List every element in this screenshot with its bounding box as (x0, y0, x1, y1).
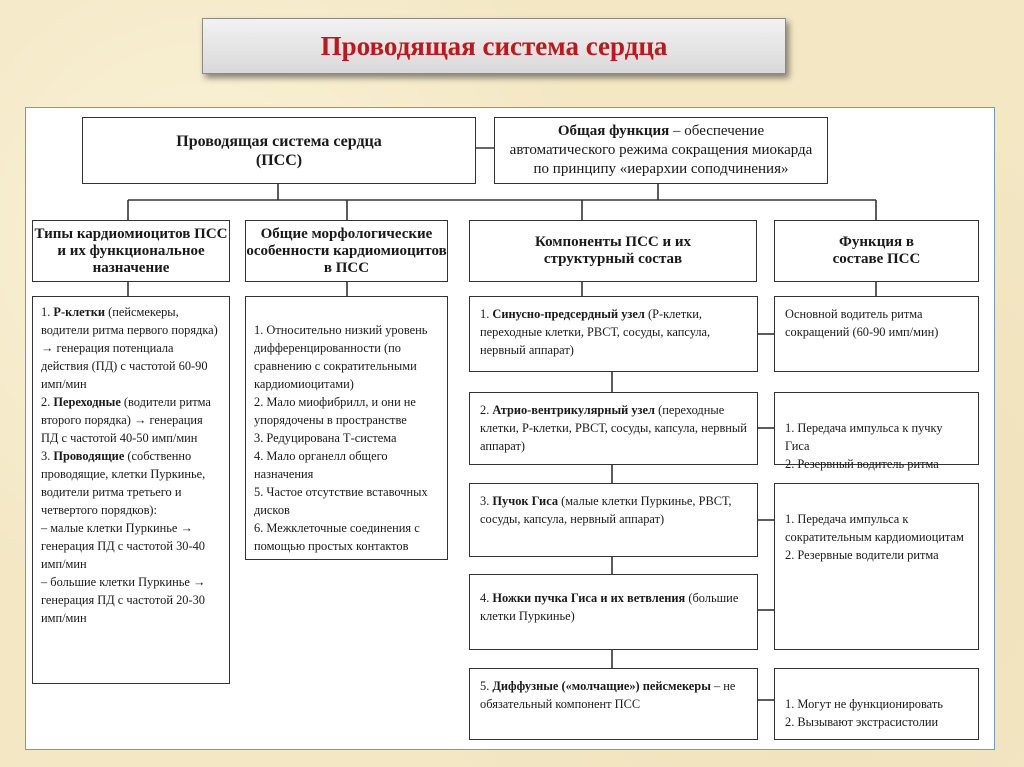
component-4-text: (большие клетки Пуркинье) (480, 591, 739, 623)
function-header-label: Функция в составе ПСС (832, 234, 921, 267)
morph-header (245, 220, 448, 282)
general-function-box (494, 117, 828, 184)
types-header-label: Типы кардиомиоцитов ПСС и их функциональное назначение (34, 225, 228, 276)
component-5-num: 5. (480, 679, 493, 693)
function-5 (774, 668, 979, 740)
pss-main-label: Проводящая система сердца (ПСС) (176, 132, 382, 169)
components-header-label: Компоненты ПСС и их структурный состав (534, 234, 692, 267)
general-function-bold: Общая функция (557, 123, 670, 139)
types-item-1-text: (пейсмекеры, водители ритма первого порядка) → генерация потенциала действия (ПД) с частотой 60-90 имп/мин (41, 305, 218, 391)
component-2-num: 2. (480, 403, 493, 417)
function-5-text: 1. Могут не функционировать 2. Вызывают экстрасистолии (785, 697, 943, 729)
function-1 (774, 296, 979, 372)
function-2 (774, 392, 979, 471)
types-header (32, 220, 230, 282)
component-2-text: (переходные клетки, Р-клетки, РВСТ, сосуды, капсула, нервный аппарат) (480, 403, 747, 453)
component-2 (469, 392, 758, 465)
component-4-num: 4. (480, 591, 493, 605)
page-title: Проводящая система сердца (320, 30, 668, 61)
types-item-1-num: 1. (41, 305, 54, 319)
types-body (32, 296, 230, 684)
component-1 (469, 296, 758, 372)
function-3-text: 1. Передача импульса к сократительным кардиомиоцитам 2. Резервные водители ритма (785, 512, 964, 562)
types-item-2-text: (водители ритма второго порядка) → генерация ПД с частотой 40-50 имп/мин (41, 395, 211, 445)
types-item-3-num: 3. (41, 449, 54, 463)
types-item-3-title: Проводящие (53, 449, 125, 463)
function-2-text: 1. Передача импульса к пучку Гиса 2. Резервный водитель ритма (785, 421, 943, 471)
morph-header-label: Общие морфологические особенности кардиомиоцитов в ПСС (246, 225, 447, 276)
component-3-title: Пучок Гиса (492, 494, 559, 508)
component-3 (469, 483, 758, 557)
component-4 (469, 574, 758, 650)
components-header (469, 220, 757, 282)
component-4-title: Ножки пучка Гиса и их ветвления (492, 591, 686, 605)
component-5-title: Диффузные («молчащие») пейсмекеры (492, 679, 711, 693)
morph-body (245, 296, 448, 560)
morph-body-text: 1. Относительно низкий уровень дифференцированности (по сравнению с сократительными кардиомиоцитами) 2. Мало миофибрилл, и они не упорядочены в пространстве 3. Редуцирована Т-система 4. Мало органелл общего назначения 5. Частое отсутствие вставочных дисков 6. Межклеточные соединения с помощью простых контактов (254, 323, 428, 553)
function-header (774, 220, 979, 282)
function-1-text: Основной водитель ритма сокращений (60-90 имп/мин) (785, 307, 939, 339)
pss-main-box (82, 117, 476, 184)
component-1-text: (Р-клетки, переходные клетки, РВСТ, сосуды, капсула, нервный аппарат) (480, 307, 711, 357)
component-2-title: Атрио-вентрикулярный узел (492, 403, 655, 417)
types-item-3-text: (собственно проводящие, клетки Пуркинье, водители ритма третьего и четвертого порядков): – малые клетки Пуркинье → генерация ПД с частотой 30-40 имп/мин – большие клетки Пуркинье → генерация ПД с частотой 20-30 имп/мин (41, 449, 206, 625)
function-3 (774, 483, 979, 650)
types-item-2-title: Переходные (53, 395, 121, 409)
component-3-text: (малые клетки Пуркинье, РВСТ, сосуды, капсула, нервный аппарат) (480, 494, 732, 526)
component-5 (469, 668, 758, 740)
types-item-2-num: 2. (41, 395, 54, 409)
general-function-text: – обеспечение автоматического режима сокращения миокарда по принципу «иерархии соподчинения» (509, 123, 813, 177)
component-1-num: 1. (480, 307, 493, 321)
component-5-text: – не обязательный компонент ПСС (480, 679, 736, 711)
component-3-num: 3. (480, 494, 493, 508)
types-item-1-title: Р-клетки (53, 305, 106, 319)
component-1-title: Синусно-предсердный узел (492, 307, 645, 321)
